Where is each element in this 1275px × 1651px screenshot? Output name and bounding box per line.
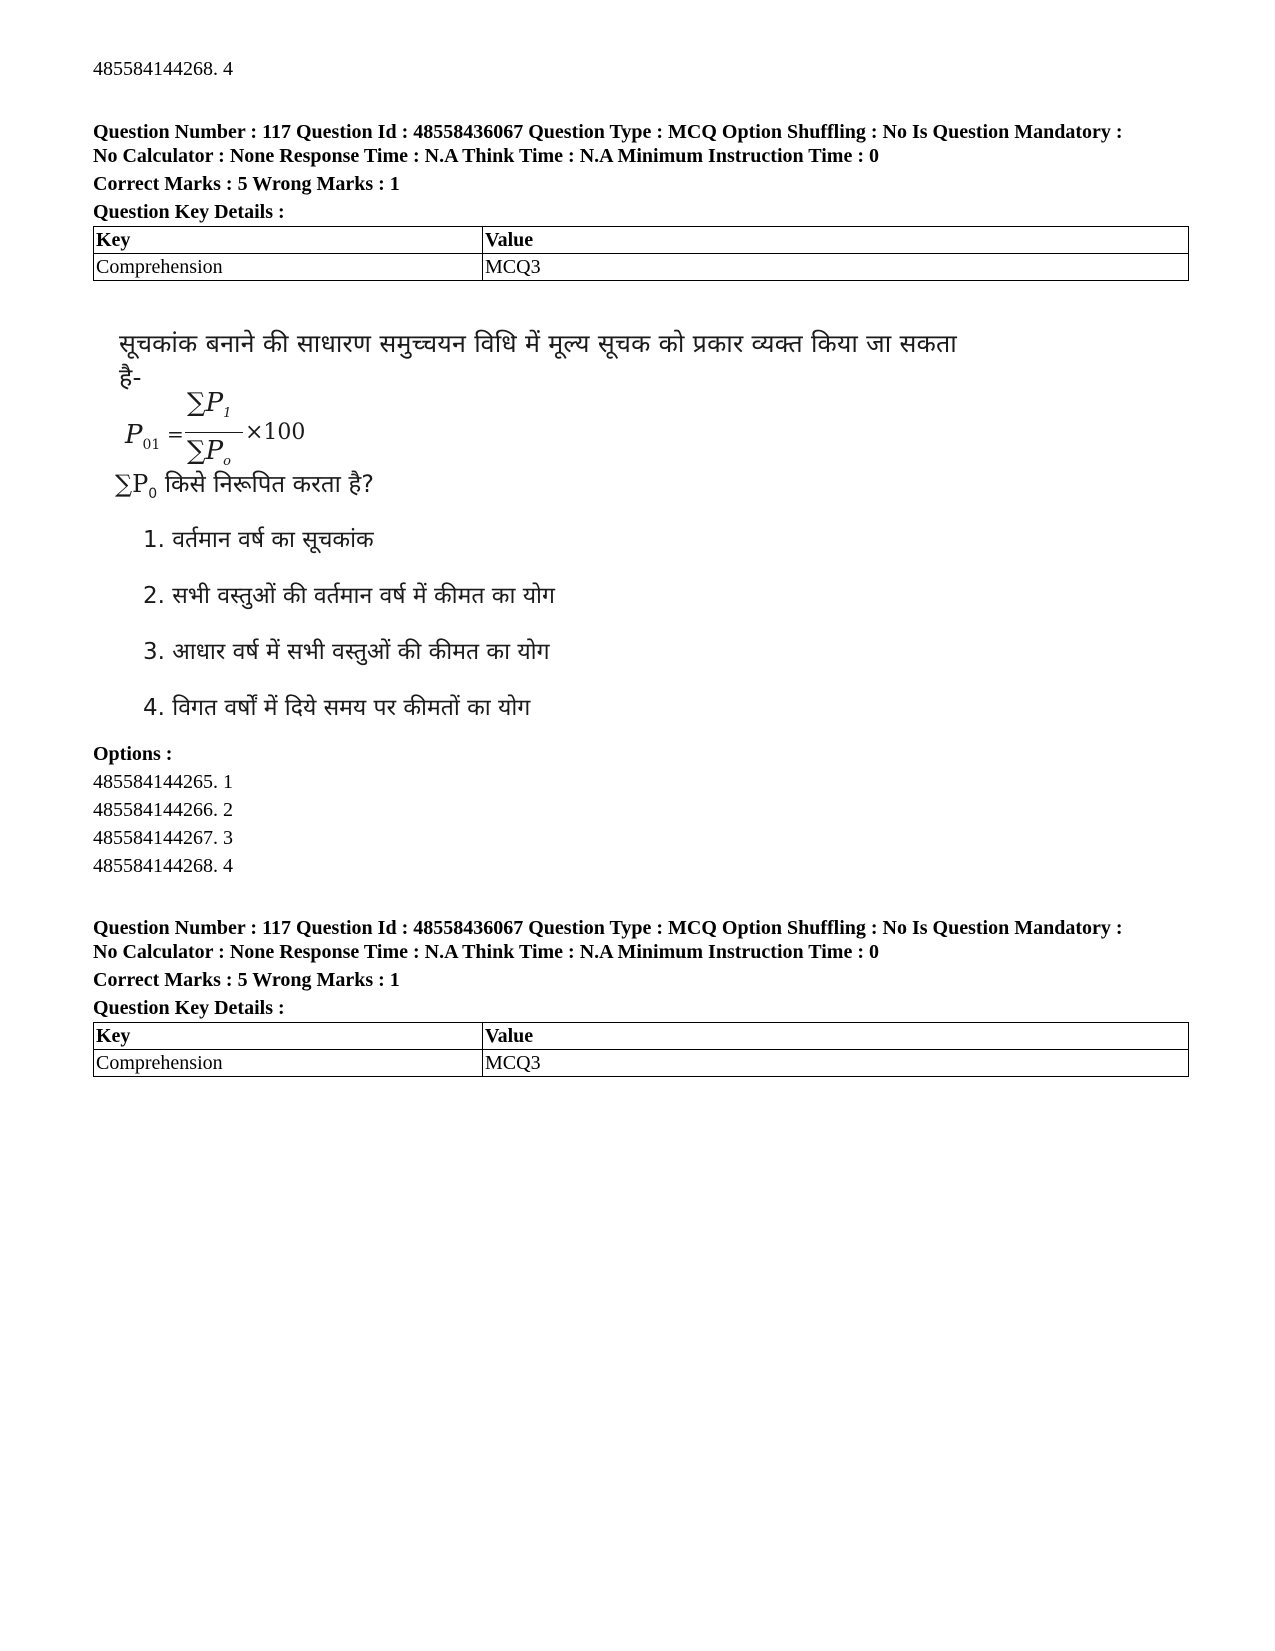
option-id-1: 485584144265. 1 — [93, 771, 233, 793]
marks-line: Correct Marks : 5 Wrong Marks : 1 — [93, 969, 400, 991]
question-option-1: 1. वर्तमान वर्ष का सूचकांक — [143, 527, 374, 553]
options-label: Options : — [93, 743, 173, 765]
formula-lhs: $P_{01}$ — [125, 420, 161, 454]
question-meta-block — [93, 120, 1193, 281]
previous-option-line: 485584144268. 4 — [93, 58, 233, 80]
question-option-2: 2. सभी वस्तुओं की वर्तमान वर्ष में कीमत का योग — [143, 583, 555, 609]
formula-numerator: $\sum P_1$ — [187, 388, 232, 422]
table-header-row — [94, 227, 1189, 254]
table-cell-key: Comprehension — [94, 1050, 483, 1077]
question-option-3: 3. आधार वर्ष में सभी वस्तुओं की कीमत का योग — [143, 639, 550, 665]
key-details-label: Question Key Details : — [93, 997, 285, 1019]
table-row — [94, 254, 1189, 281]
options-block — [93, 742, 1193, 878]
question-stem: सूचकांक बनाने की साधारण समुच्चयन विधि में मूल्य सूचक को प्रकार व्यक्त किया जा सकता है- — [119, 329, 957, 392]
key-details-table — [93, 226, 1189, 281]
table-cell-value: MCQ3 — [483, 1050, 1189, 1077]
question-meta-line-2: No Calculator : None Response Time : N.A Think Time : N.A Minimum Instruction Time : 0 — [93, 941, 879, 963]
option-id-2: 485584144266. 2 — [93, 799, 233, 821]
formula-equals: = — [167, 422, 184, 446]
option-id-3: 485584144267. 3 — [93, 827, 233, 849]
table-row — [94, 1050, 1189, 1077]
table-header-row — [94, 1023, 1189, 1050]
table-cell-value: MCQ3 — [483, 254, 1189, 281]
question-image — [115, 322, 975, 762]
marks-line: Correct Marks : 5 Wrong Marks : 1 — [93, 173, 400, 195]
question-option-4: 4. विगत वर्षों में दिये समय पर कीमतों का योग — [143, 695, 531, 721]
formula-multiplier: ×100 — [245, 420, 306, 445]
key-details-label: Question Key Details : — [93, 201, 285, 223]
question-meta-block-2 — [93, 916, 1193, 1077]
key-details-table — [93, 1022, 1189, 1077]
formula-denominator: $\sum P_o$ — [187, 436, 231, 470]
question-meta-line-1: Question Number : 117 Question Id : 48558436067 Question Type : MCQ Option Shuffling : No Is Question Mandatory : — [93, 121, 1123, 143]
table-header-value: Value — [483, 227, 1189, 254]
formula-fraction-bar — [185, 432, 243, 433]
question-meta-line-1: Question Number : 117 Question Id : 48558436067 Question Type : MCQ Option Shuffling : No Is Question Mandatory : — [93, 917, 1123, 939]
table-header-key: Key — [94, 227, 483, 254]
sub-question: $\sum P_0$ किसे निरूपित करता है? — [115, 470, 374, 502]
table-header-key: Key — [94, 1023, 483, 1050]
table-cell-key: Comprehension — [94, 254, 483, 281]
option-id-4: 485584144268. 4 — [93, 855, 233, 877]
table-header-value: Value — [483, 1023, 1189, 1050]
question-meta-line-2: No Calculator : None Response Time : N.A Think Time : N.A Minimum Instruction Time : 0 — [93, 145, 879, 167]
